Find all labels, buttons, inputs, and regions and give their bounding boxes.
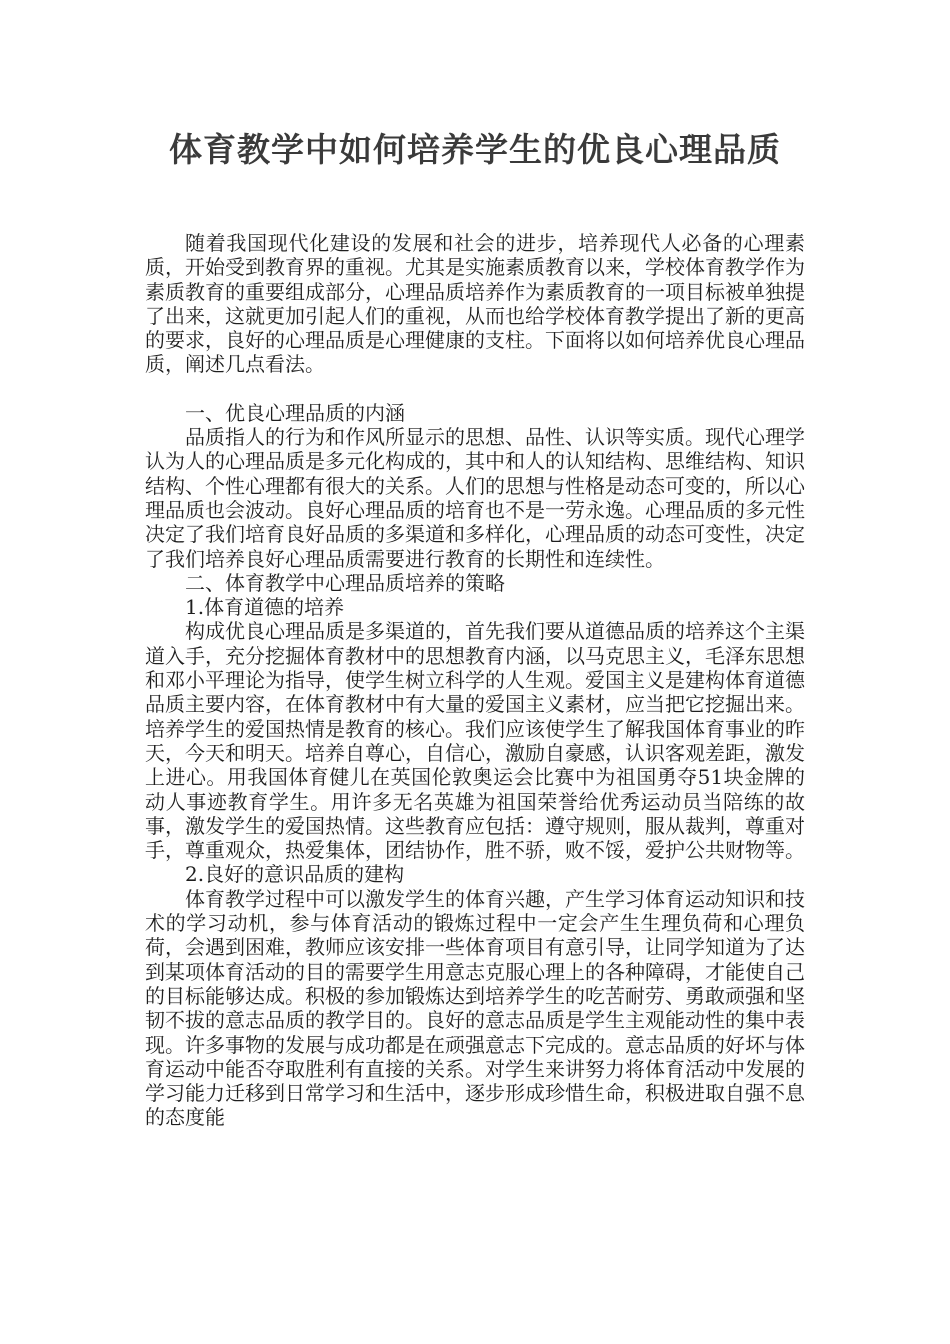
subsection-heading-1: 1.体育道德的培养 — [185, 595, 345, 620]
document-title: 体育教学中如何培养学生的优良心理品质 — [169, 130, 781, 169]
intro-paragraph: 随着我国现代化建设的发展和社会的进步，培养现代人必备的心理素质，开始受到教育界的重视。尤其是实施素质教育以来，学校体育教学作为素质教育的重要组成部分，心理品质培养作为素质教育的一项目标被单独提了出来，这就更加引起人们的重视，从而也给学校体育教学提出了新的更高的要求，良好的心理品质是心理健康的支柱。下面将以如何培养优良心理品质，阐述几点看法。 — [145, 231, 805, 377]
section-heading-1: 一、优良心理品质的内涵 — [185, 400, 405, 425]
section-1-paragraph: 品质指人的行为和作风所显示的思想、品性、认识等实质。现代心理学认为人的心理品质是多元化构成的，其中和人的认知结构、思维结构、知识结构、个性心理都有很大的关系。人们的思想与性格是动态可变的，所以心理品质也会波动。良好心理品质的培育也不是一劳永逸。心理品质的多元性决定了我们培育良好品质的多渠道和多样化，心理品质的动态可变性，决定了我们培养良好心理品质需要进行教育的长期性和连续性。 — [145, 425, 805, 571]
subsection-2-paragraph: 体育教学过程中可以激发学生的体育兴趣，产生学习体育运动知识和技术的学习动机，参与体育活动的锻炼过程中一定会产生生理负荷和心理负荷，会遇到困难，教师应该安排一些体育项目有意引导，让同学知道为了达到某项体育活动的目的需要学生用意志克服心理上的各种障碍，才能使自己的目标能够达成。积极的参加锻炼达到培养学生的吃苦耐劳、勇敢顽强和坚韧不拔的意志品质的教学目的。良好的意志品质是学生主观能动性的集中表现。许多事物的发展与成功都是在顽强意志下完成的。意志品质的好坏与体育运动中能否夺取胜利有直接的关系。对学生来讲努力将体育活动中发展的学习能力迁移到日常学习和生活中，逐步形成珍惜生命，积极进取自强不息的态度能 — [145, 886, 805, 1130]
subsection-1-paragraph: 构成优良心理品质是多渠道的，首先我们要从道德品质的培养这个主渠道入手，充分挖掘体育教材中的思想教育内涵，以马克思主义，毛泽东思想和邓小平理论为指导，使学生树立科学的人生观。爱国主义是建构体育道德品质主要内容，在体育教材中有大量的爱国主义素材，应当把它挖掘出来。培养学生的爱国热情是教育的核心。我们应该使学生了解我国体育事业的昨天，今天和明天。培养自尊心，自信心，激励自豪感，认识客观差距，激发上进心。用我国体育健儿在英国伦敦奥运会比赛中为祖国勇夺51块金牌的动人事迹教育学生。用许多无名英雄为祖国荣誉给优秀运动员当陪练的故事，激发学生的爱国热情。这些教育应包括：遵守规则，服从裁判，尊重对手，尊重观众，热爱集体，团结协作，胜不骄，败不馁，爱护公共财物等。 — [145, 619, 805, 863]
subsection-heading-2: 2.良好的意识品质的建构 — [185, 862, 405, 887]
section-heading-2: 二、体育教学中心理品质培养的策略 — [185, 570, 505, 595]
document-body — [145, 231, 805, 1130]
